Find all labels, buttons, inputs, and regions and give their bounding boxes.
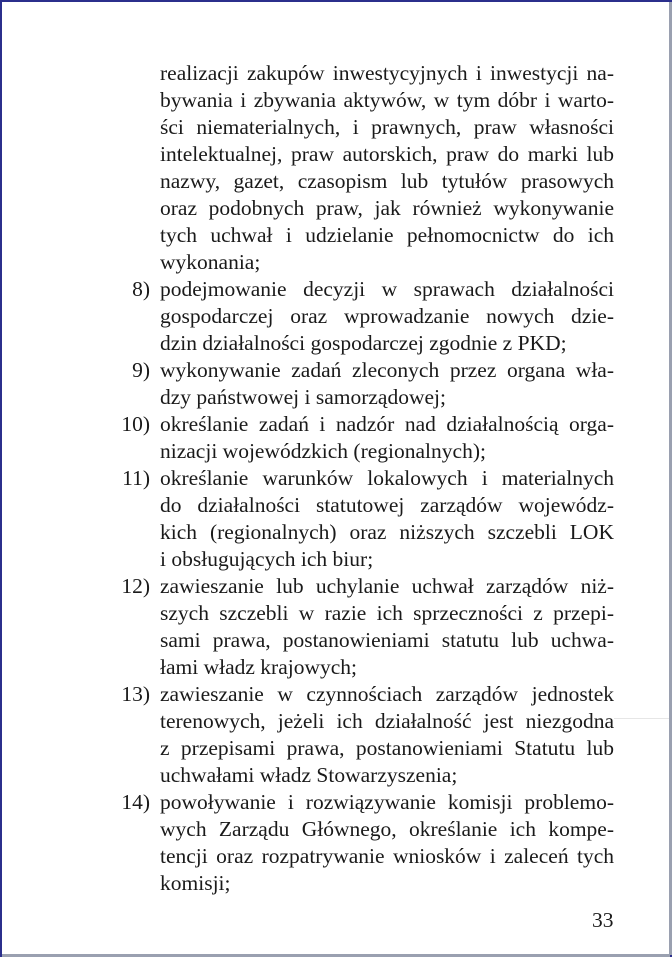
list-item-number: 13): [121, 682, 150, 706]
text-line: [2, 627, 670, 654]
text-line: [2, 357, 670, 384]
page-number: 33: [592, 908, 614, 932]
text-line: [2, 222, 670, 249]
line-text: komisji;: [160, 871, 231, 895]
text-line: [2, 465, 670, 492]
line-text: podejmowanie decyzji w sprawach działalności: [160, 277, 614, 301]
text-line: [2, 816, 670, 843]
text-line: [2, 735, 670, 762]
line-text: dzy państwowej i samorządowej;: [160, 385, 446, 409]
page-body: [2, 60, 670, 897]
line-text: dzin działalności gospodarczej zgodnie z PKD;: [160, 331, 567, 355]
line-text: określanie warunków lokalowych i materialnych: [160, 466, 614, 490]
line-text: tych uchwał i udzielanie pełnomocnictw do ich: [160, 223, 614, 247]
list-item-number: 10): [121, 412, 150, 436]
line-text: gospodarczej oraz wprowadzanie nowych dzie-: [160, 304, 614, 328]
line-text: uchwałami władz Stowarzyszenia;: [160, 763, 458, 787]
text-line: [2, 492, 670, 519]
line-text: i obsługujących ich biur;: [160, 547, 374, 571]
line-text: określanie zadań i nadzór nad działalnością orga-: [160, 412, 614, 436]
line-text: wykonania;: [160, 250, 261, 274]
text-line: [2, 60, 670, 87]
text-line: [2, 519, 670, 546]
line-text: nazwy, gazet, czasopism lub tytułów prasowych: [160, 169, 614, 193]
text-line: [2, 249, 670, 276]
line-text: szych szczebli w razie ich sprzeczności z przepi-: [160, 601, 614, 625]
line-text: oraz podobnych praw, jak również wykonywanie: [160, 196, 614, 220]
line-text: kich (regionalnych) oraz niższych szczebli LOK: [160, 520, 614, 544]
text-line: [2, 708, 670, 735]
text-line: [2, 546, 670, 573]
line-text: zawieszanie lub uchylanie uchwał zarządów niż-: [160, 574, 614, 598]
list-item-number: 8): [132, 277, 150, 301]
list-item-number: 11): [122, 466, 150, 490]
text-line: [2, 654, 670, 681]
text-line: [2, 87, 670, 114]
line-text: zawieszanie w czynnościach zarządów jednostek: [160, 682, 614, 706]
line-text: tencji oraz rozpatrywanie wniosków i zaleceń tych: [160, 844, 614, 868]
list-item-number: 14): [121, 790, 150, 814]
text-line: [2, 141, 670, 168]
text-line: [2, 843, 670, 870]
text-line: [2, 168, 670, 195]
line-text: łami władz krajowych;: [160, 655, 358, 679]
text-line: [2, 330, 670, 357]
line-text: z przepisami prawa, postanowieniami Statutu lub: [160, 736, 614, 760]
line-text: do działalności statutowej zarządów wojewódz-: [160, 493, 614, 517]
text-line: [2, 600, 670, 627]
text-line: [2, 762, 670, 789]
text-line: [2, 114, 670, 141]
faint-margin-line: [614, 718, 670, 719]
text-line: [2, 303, 670, 330]
text-line: [2, 438, 670, 465]
list-item-number: 12): [121, 574, 150, 598]
line-text: intelektualnej, praw autorskich, praw do marki lub: [160, 142, 614, 166]
line-text: nizacji wojewódzkich (regionalnych);: [160, 439, 486, 463]
line-text: realizacji zakupów inwestycyjnych i inwestycji na-: [160, 61, 614, 85]
text-line: [2, 789, 670, 816]
text-line: [2, 195, 670, 222]
list-item-number: 9): [132, 358, 150, 382]
line-text: bywania i zbywania aktywów, w tym dóbr i warto-: [160, 88, 614, 112]
text-line: [2, 384, 670, 411]
line-text: wykonywanie zadań zleconych przez organa wła-: [160, 358, 614, 382]
text-line: [2, 276, 670, 303]
text-line: [2, 411, 670, 438]
line-text: ści niematerialnych, i prawnych, praw własności: [160, 115, 614, 139]
line-text: wych Zarządu Głównego, określanie ich kompe-: [160, 817, 614, 841]
line-text: terenowych, jeżeli ich działalność jest niezgodna: [160, 709, 614, 733]
line-text: powoływanie i rozwiązywanie komisji problemo-: [160, 790, 614, 814]
text-line: [2, 681, 670, 708]
line-text: sami prawa, postanowieniami statutu lub uchwa-: [160, 628, 614, 652]
text-line: [2, 573, 670, 600]
text-line: [2, 870, 670, 897]
